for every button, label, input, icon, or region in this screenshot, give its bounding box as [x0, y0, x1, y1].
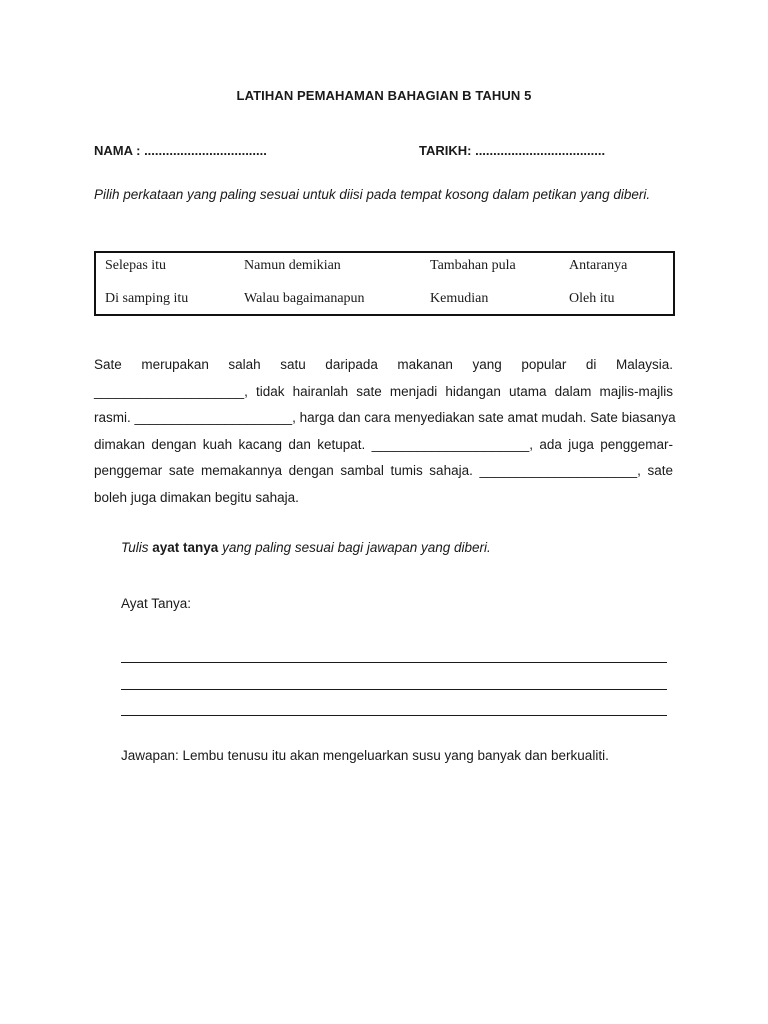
- passage-line: rasmi. _____________________, harga dan cara menyediakan sate amat mudah. Sate biasanya: [94, 410, 676, 426]
- answer-line[interactable]: [121, 715, 667, 716]
- word-option: Tambahan pula: [430, 258, 516, 273]
- word-option: Antaranya: [569, 258, 628, 273]
- instruction-text: Pilih perkataan yang paling sesuai untuk diisi pada tempat kosong dalam petikan yang diberi.: [94, 187, 651, 202]
- question-instruction: [121, 540, 491, 555]
- word-option: Selepas itu: [105, 258, 167, 273]
- question-instruction-suffix: yang paling sesuai bagi jawapan yang diberi.: [218, 540, 491, 555]
- worksheet-title: LATIHAN PEMAHAMAN BAHAGIAN B TAHUN 5: [236, 88, 532, 103]
- answer-line[interactable]: [121, 689, 667, 690]
- passage-line: dimakan dengan kuah kacang dan ketupat. _____________________, ada juga penggemar-: [94, 436, 673, 452]
- passage-line: ____________________, tidak hairanlah sate menjadi hidangan utama dalam majlis-majlis: [94, 383, 673, 399]
- ayat-tanya-label: Ayat Tanya:: [121, 596, 192, 611]
- passage-text: [94, 352, 676, 512]
- date-field-label: TARIKH: ....................................: [419, 143, 606, 158]
- passage-line: penggemar sate memakannya dengan sambal tumis sahaja. _____________________, sate: [94, 463, 673, 479]
- question-instruction-bold: ayat tanya: [152, 540, 219, 555]
- word-option: Di samping itu: [105, 291, 189, 306]
- word-option: Walau bagaimanapun: [244, 291, 365, 306]
- passage-line: boleh juga dimakan begitu sahaja.: [94, 489, 299, 505]
- answer-statement: Jawapan: Lembu tenusu itu akan mengeluarkan susu yang banyak dan berkualiti.: [121, 748, 609, 763]
- passage-line: Sate merupakan salah satu daripada makanan yang popular di Malaysia.: [94, 357, 673, 372]
- word-choice-box: [94, 251, 675, 316]
- name-field-label: NAMA : ..................................: [94, 143, 267, 158]
- word-option: Namun demikian: [244, 258, 341, 273]
- question-instruction-prefix: Tulis: [121, 540, 153, 555]
- word-option: Kemudian: [430, 291, 489, 306]
- word-option: Oleh itu: [569, 291, 615, 306]
- answer-line[interactable]: [121, 662, 667, 663]
